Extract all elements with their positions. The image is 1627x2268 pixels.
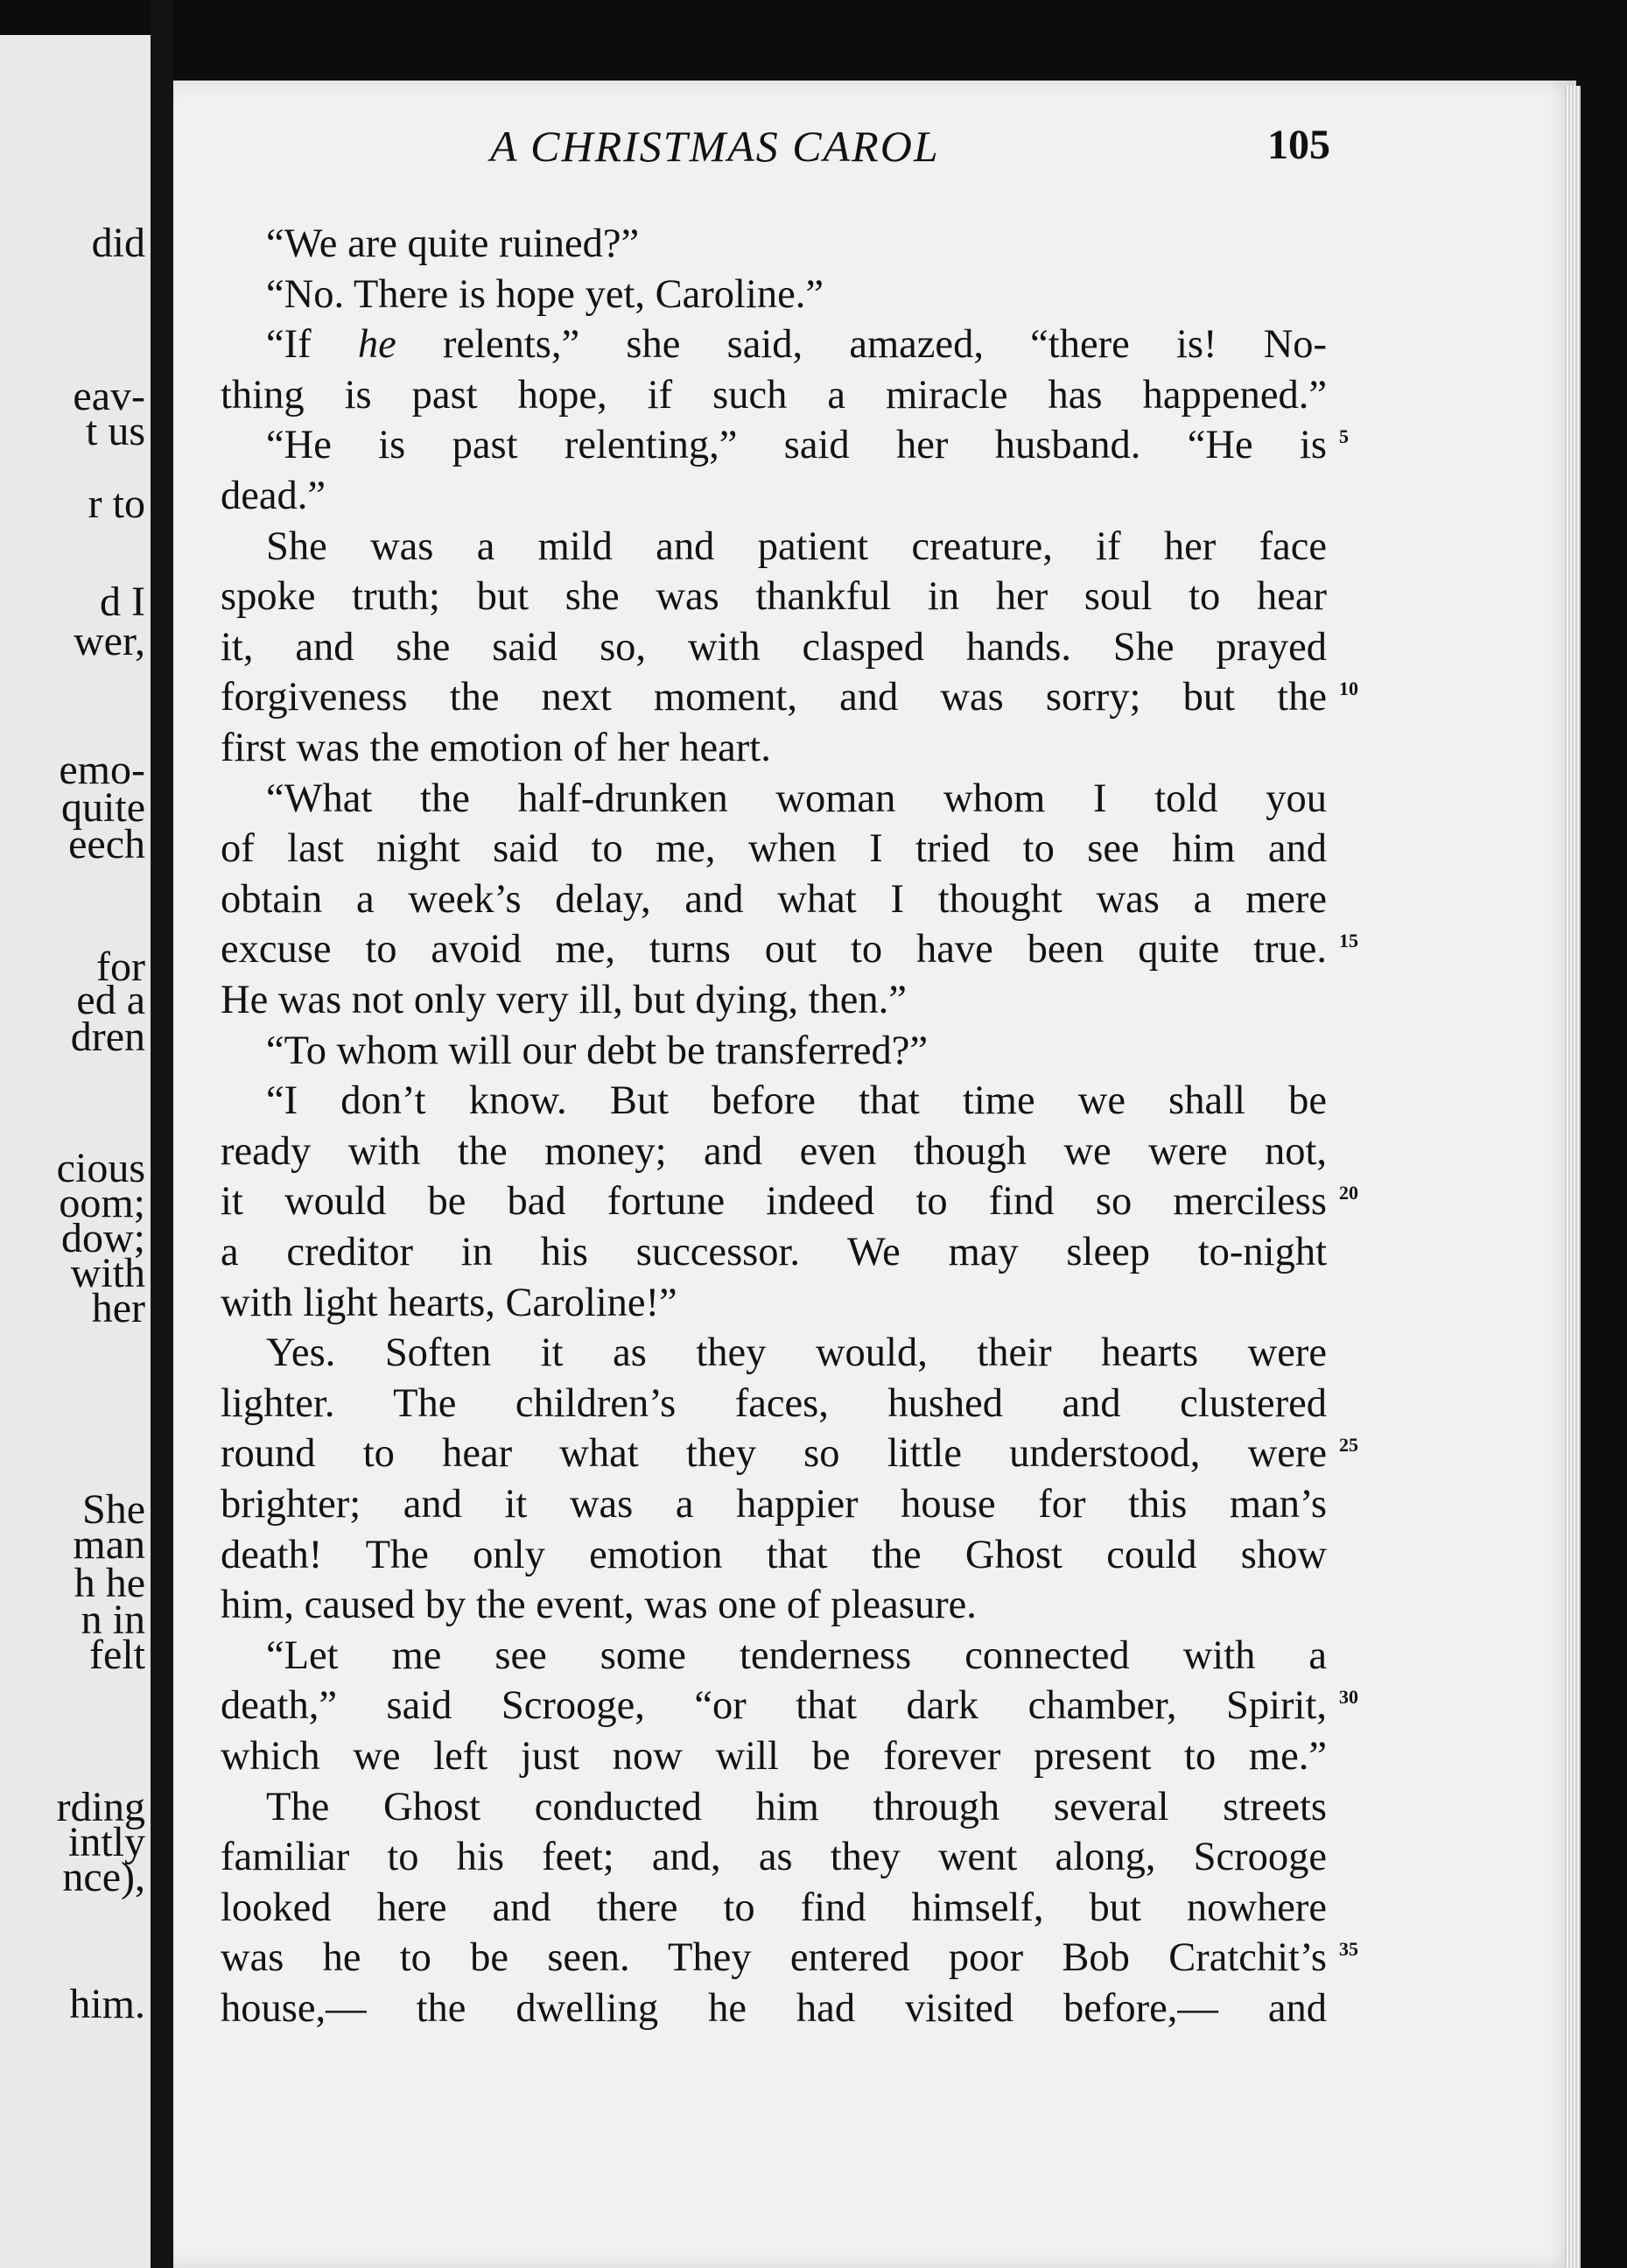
left-page-fragment: dow; bbox=[61, 1215, 145, 1261]
text-line: it would be bad fortune indeed to find so merciless bbox=[221, 1179, 1327, 1224]
margin-line-number: 25 bbox=[1339, 1434, 1358, 1456]
text-line: The Ghost conducted him through several streets bbox=[266, 1785, 1327, 1829]
left-page-fragment: with bbox=[70, 1250, 145, 1296]
left-page-fragment: intly bbox=[67, 1819, 145, 1865]
text-line: death! The only emotion that the Ghost could show bbox=[221, 1533, 1327, 1577]
running-title: A CHRISTMAS CAROL bbox=[490, 122, 940, 171]
left-page-fragment: r to bbox=[88, 481, 145, 527]
book-gutter bbox=[151, 0, 173, 2268]
text-line: ready with the money; and even though we were not, bbox=[221, 1129, 1327, 1174]
text-line: brighter; and it was a happier house for this man’s bbox=[221, 1482, 1327, 1527]
text-line: him, caused by the event, was one of pleasure. bbox=[221, 1583, 977, 1627]
text-line: looked here and there to find himself, but nowhere bbox=[221, 1885, 1327, 1930]
text-line: of last night said to me, when I tried to see him and bbox=[221, 826, 1327, 871]
margin-line-number: 10 bbox=[1339, 678, 1358, 699]
left-page-fragment: quite bbox=[61, 784, 145, 831]
page-number: 105 bbox=[1267, 122, 1330, 168]
left-page-fragment: n in bbox=[81, 1597, 145, 1643]
text-line: with light hearts, Caroline!” bbox=[221, 1281, 677, 1325]
text-line: “He is past relenting,” said her husband. “He is bbox=[266, 423, 1327, 467]
left-page-fragment: her bbox=[91, 1285, 145, 1331]
text-line: He was not only very ill, but dying, then.” bbox=[221, 978, 907, 1022]
margin-line-number: 5 bbox=[1339, 425, 1349, 447]
text-line: lighter. The children’s faces, hushed and clustered bbox=[221, 1381, 1327, 1426]
left-page-fragment: cious bbox=[56, 1145, 145, 1191]
left-facing-page bbox=[0, 35, 151, 2268]
text-line: a creditor in his successor. We may sleep to-night bbox=[221, 1230, 1327, 1274]
text-line: dead.” bbox=[221, 474, 326, 518]
text-line: “Let me see some tenderness connected with a bbox=[266, 1633, 1327, 1678]
left-page-fragment: rding bbox=[56, 1784, 145, 1830]
text-line: “We are quite ruined?” bbox=[266, 221, 640, 266]
text-line: “What the half-drunken woman whom I told you bbox=[266, 776, 1327, 821]
text-line: first was the emotion of her heart. bbox=[221, 726, 771, 770]
text-line: spoke truth; but she was thankful in her soul to hear bbox=[221, 574, 1327, 619]
left-page-fragment: for bbox=[96, 944, 145, 990]
text-line: was he to be seen. They entered poor Bob Cratchit’s bbox=[221, 1935, 1327, 1980]
text-line: “I don’t know. But before that time we shall be bbox=[266, 1078, 1327, 1123]
left-page-fragment: did bbox=[91, 220, 145, 266]
left-page-fragment: dren bbox=[70, 1014, 145, 1060]
left-page-fragment: felt bbox=[89, 1632, 145, 1678]
text-line: familiar to his feet; and, as they went along, Scrooge bbox=[221, 1835, 1327, 1879]
text-line: “To whom will our debt be transferred?” bbox=[266, 1029, 928, 1073]
left-page-fragment: man bbox=[73, 1521, 145, 1568]
left-page-fragment: h he bbox=[74, 1560, 145, 1606]
text-line: forgiveness the next moment, and was sorry; but the bbox=[221, 675, 1327, 720]
page-edge bbox=[1565, 86, 1581, 2268]
text-line: “If he relents,” she said, amazed, “there is! No- bbox=[266, 322, 1328, 367]
text-line: “No. There is hope yet, Caroline.” bbox=[266, 272, 824, 317]
left-page-fragment: him. bbox=[69, 1981, 145, 2027]
text-line: Yes. Soften it as they would, their hearts were bbox=[266, 1331, 1327, 1375]
left-page-fragment: d I bbox=[100, 579, 145, 625]
left-page-fragment: eav- bbox=[73, 373, 145, 419]
left-page-fragment: emo- bbox=[59, 747, 145, 793]
text-line: thing is past hope, if such a miracle has happened.” bbox=[221, 373, 1327, 418]
left-page-fragment: wer, bbox=[73, 618, 145, 664]
left-page-fragment: eech bbox=[68, 821, 145, 867]
margin-line-number: 30 bbox=[1339, 1686, 1358, 1708]
text-line: obtain a week’s delay, and what I thought was a mere bbox=[221, 877, 1327, 922]
text-line: death,” said Scrooge, “or that dark chamber, Spirit, bbox=[221, 1683, 1327, 1728]
text-line: it, and she said so, with clasped hands. She prayed bbox=[221, 625, 1327, 670]
emphasis: he bbox=[357, 322, 396, 367]
left-page-fragment: oom; bbox=[59, 1180, 145, 1226]
margin-line-number: 35 bbox=[1339, 1938, 1358, 1960]
left-page-fragment: t us bbox=[85, 408, 145, 454]
text-line: round to hear what they so little understood, were bbox=[221, 1431, 1327, 1476]
left-page-fragment: nce), bbox=[62, 1854, 145, 1900]
text-line: She was a mild and patient creature, if her face bbox=[266, 524, 1327, 569]
left-page-fragment: She bbox=[82, 1486, 145, 1533]
text-line: which we left just now will be forever present to me.” bbox=[221, 1734, 1327, 1779]
text-line: excuse to avoid me, turns out to have been quite true. bbox=[221, 927, 1327, 972]
text-line: house,— the dwelling he had visited before,— and bbox=[221, 1986, 1327, 2031]
margin-line-number: 15 bbox=[1339, 930, 1358, 951]
margin-line-number: 20 bbox=[1339, 1182, 1358, 1204]
left-page-fragment: ed a bbox=[76, 977, 145, 1023]
